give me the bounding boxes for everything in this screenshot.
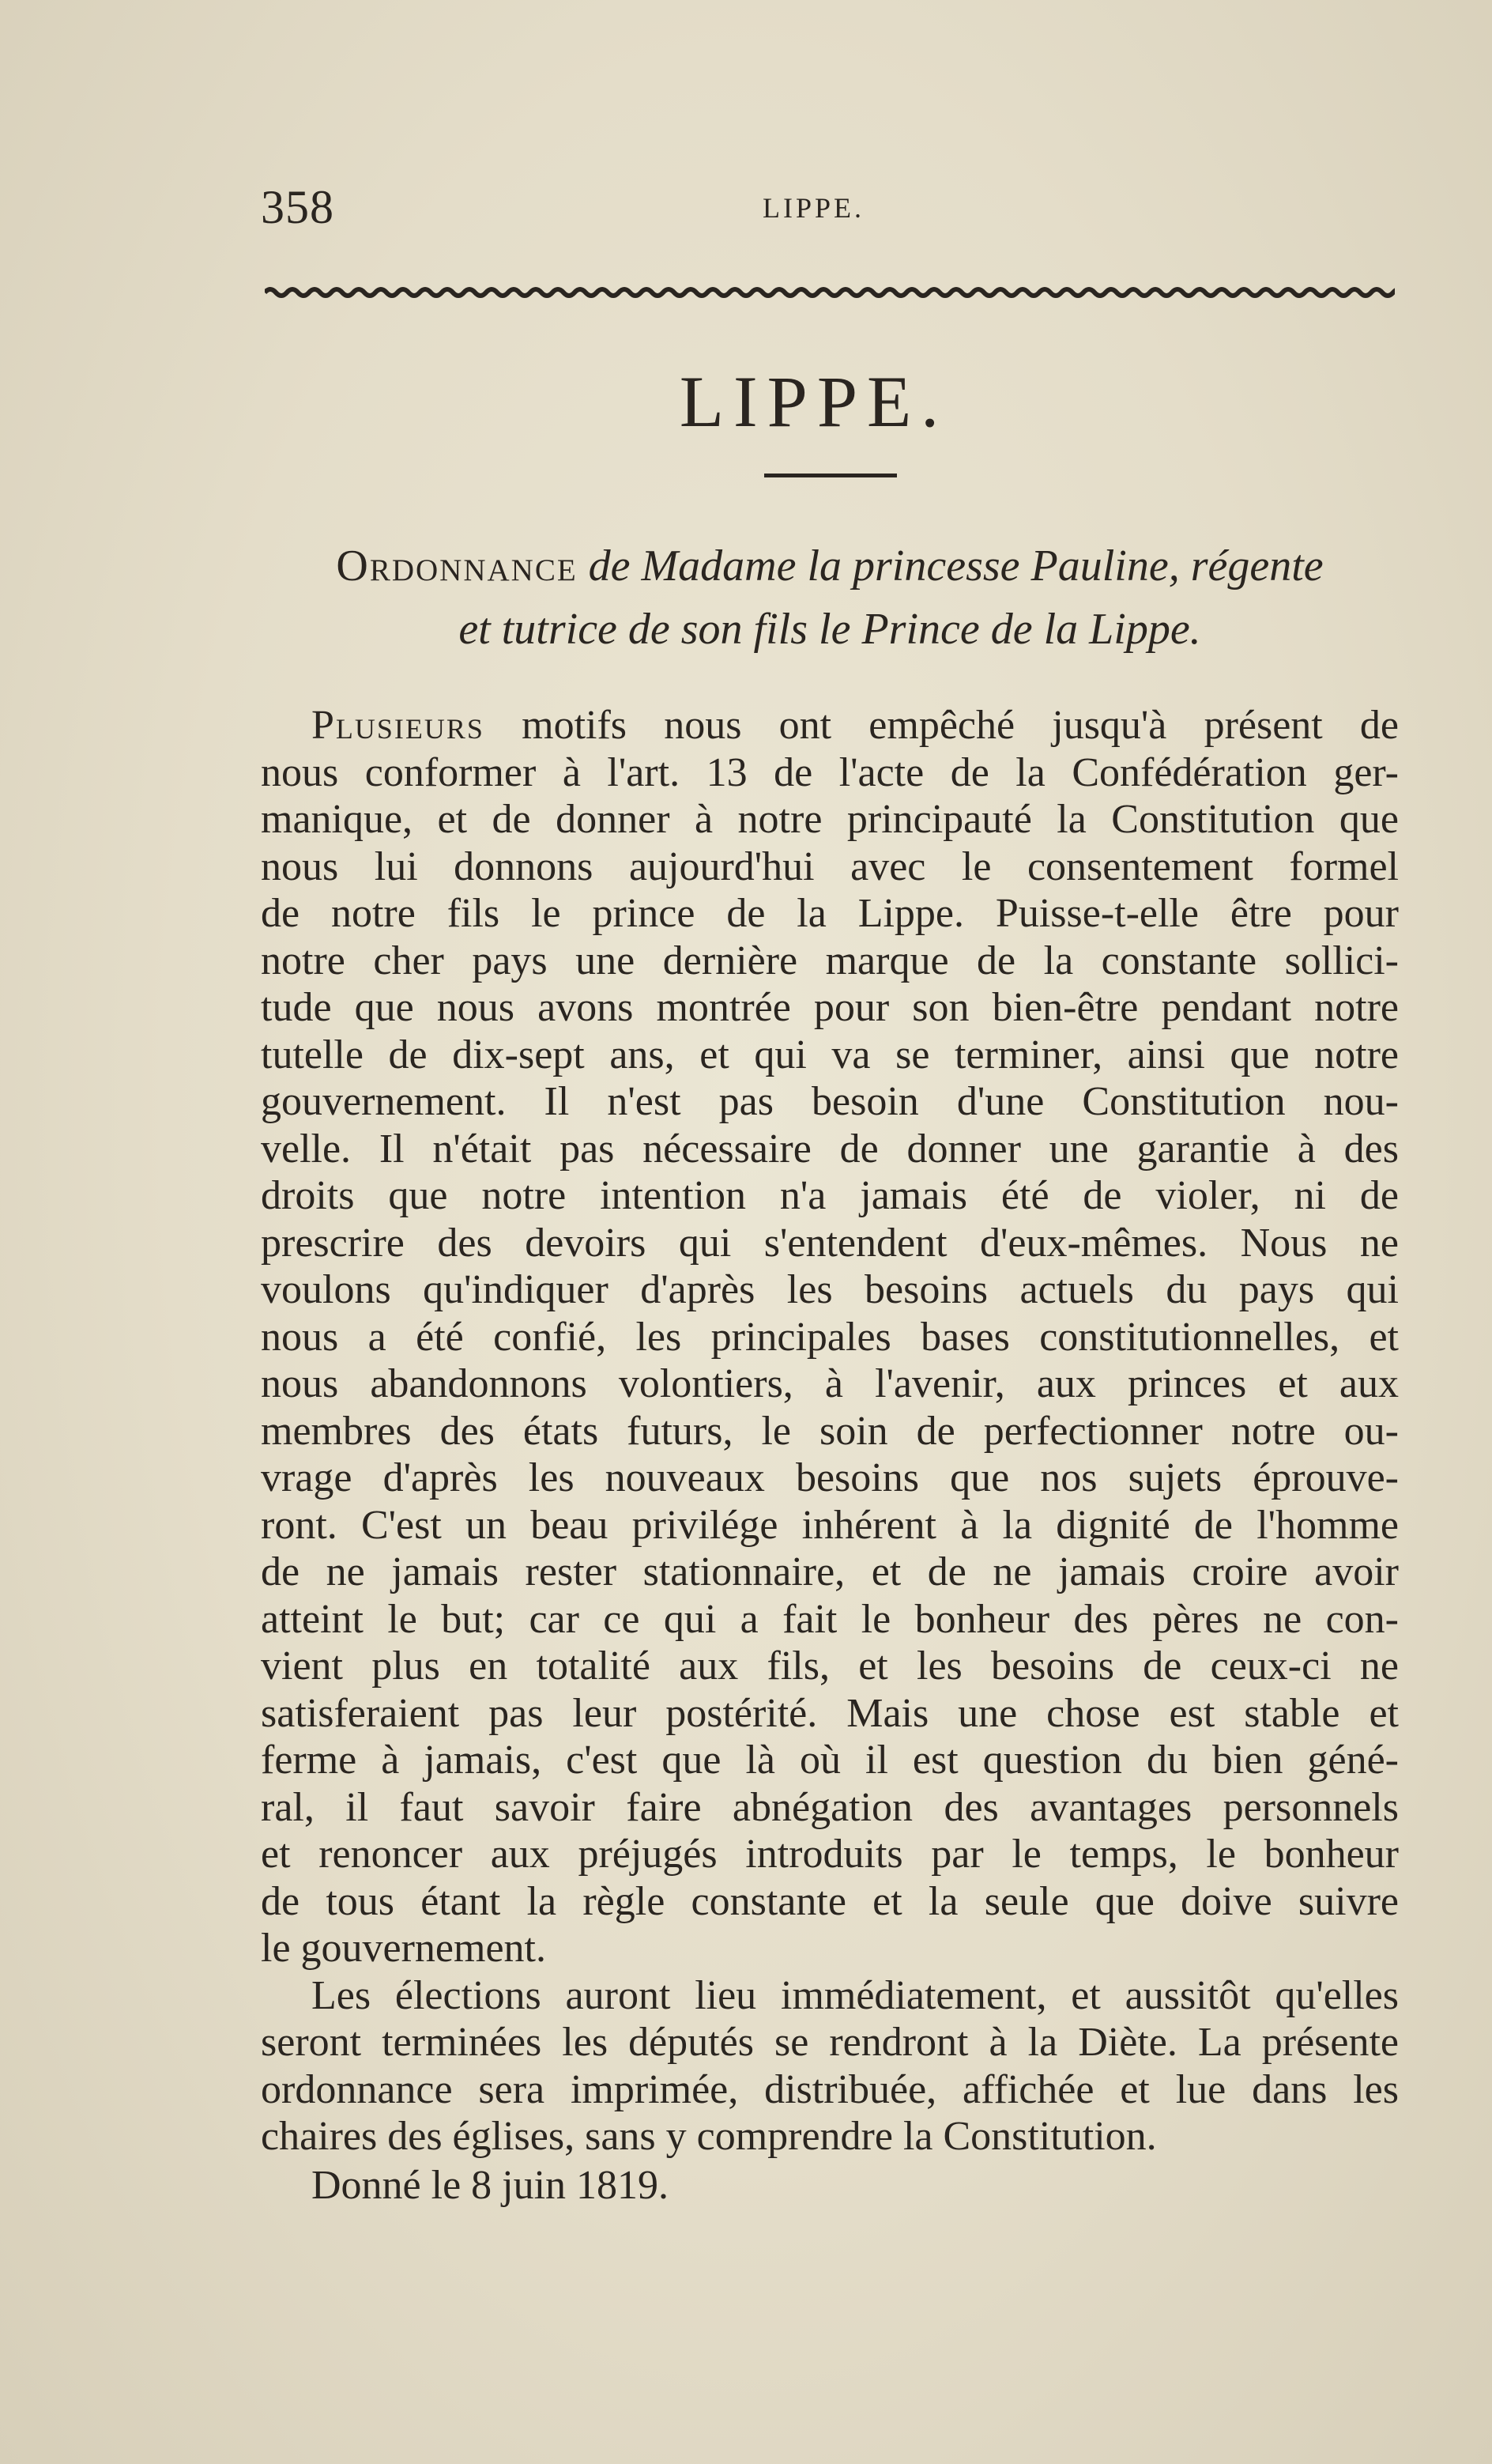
paragraph-1-line: de tous étant la règle constante et la seule que doive suivre	[261, 1878, 1399, 1924]
ordinance-heading-line-2: et tutrice de son fils le Prince de la Lippe.	[458, 605, 1201, 654]
page-number: 358	[261, 181, 334, 233]
paragraph-1-line: nous conformer à l'art. 13 de l'acte de la Confédération ger-	[261, 749, 1399, 795]
paragraph-1-line: manique, et de donner à notre principauté la Constitution que	[261, 797, 1399, 842]
paragraph-1-lines	[261, 749, 1399, 1972]
paragraph-1-line: nous abandonnons volontiers, à l'avenir, aux princes et aux	[261, 1361, 1399, 1406]
paragraph-1-first-line-rest: motifs nous ont empêché jusqu'à présent de	[484, 703, 1399, 748]
ordinance-heading-line-1-rest: de Madame la princesse Pauline, régente	[577, 541, 1324, 591]
ordinance-heading-line-1	[253, 534, 1407, 598]
paragraph-2-line: Les élections auront lieu immédiatement, et aussitôt qu'elles	[311, 1972, 1399, 2018]
paragraph-1-line: voulons qu'indiquer d'après les besoins actuels du pays qui	[261, 1267, 1399, 1312]
paragraph-1-line: droits que notre intention n'a jamais été de violer, ni de	[261, 1173, 1399, 1218]
paragraph-1-line: satisferaient pas leur postérité. Mais une chose est stable et	[261, 1690, 1399, 1736]
paragraph-1-line: nous a été confié, les principales bases constitutionnelles, et	[261, 1314, 1399, 1360]
paragraph-1-first-line	[261, 702, 1399, 749]
paragraph-2-line: seront terminées les députés se rendront à la Diète. La présente	[261, 2020, 1399, 2065]
paragraph-1-line: de ne jamais rester stationnaire, et de ne jamais croire avoir	[261, 1549, 1399, 1594]
paragraph-1-line: tude que nous avons montrée pour son bien-être pendant notre	[261, 985, 1399, 1030]
paragraph-1-line: ront. C'est un beau privilége inhérent à la dignité de l'homme	[261, 1502, 1399, 1548]
paragraph-1-line: vrage d'après les nouveaux besoins que nos sujets éprouve-	[261, 1455, 1399, 1500]
paragraph-2-line: ordonnance sera imprimée, distribuée, affichée et lue dans les	[261, 2066, 1399, 2112]
paragraph-1-line: ral, il faut savoir faire abnégation des avantages personnels	[261, 1784, 1399, 1830]
date-line: Donné le 8 juin 1819.	[311, 2163, 669, 2208]
paragraph-1-line: vient plus en totalité aux fils, et les besoins de ceux-ci ne	[261, 1643, 1399, 1689]
paragraph-1-line: prescrire des devoirs qui s'entendent d'eux-mêmes. Nous ne	[261, 1220, 1399, 1266]
decorative-wave-rule	[265, 277, 1395, 308]
ordinance-heading	[253, 534, 1407, 661]
paragraph-2	[261, 1972, 1399, 2160]
section-title: LIPPE.	[679, 361, 949, 442]
ordinance-heading-lead: Ordonnance	[336, 541, 578, 591]
paragraph-1-line: velle. Il n'était pas nécessaire de donner une garantie à des	[261, 1126, 1399, 1172]
paragraph-1-first-word: Plusieurs	[311, 703, 484, 748]
body-text	[261, 702, 1399, 2160]
title-rule	[764, 474, 897, 477]
paragraph-1	[261, 702, 1399, 1972]
paragraph-1-line: membres des états futurs, le soin de perfectionner notre ou-	[261, 1408, 1399, 1454]
paragraph-1-line: notre cher pays une dernière marque de la constante sollici-	[261, 938, 1399, 983]
paragraph-1-line: tutelle de dix-sept ans, et qui va se terminer, ainsi que notre	[261, 1032, 1399, 1077]
paragraph-2-line: chaires des églises, sans y comprendre la Constitution.	[261, 2114, 1157, 2159]
paragraph-1-line: le gouvernement.	[261, 1926, 546, 1971]
paragraph-1-line: atteint le but; car ce qui a fait le bonheur des pères ne con-	[261, 1596, 1399, 1642]
paragraph-1-line: et renoncer aux préjugés introduits par le temps, le bonheur	[261, 1832, 1399, 1877]
paragraph-1-line: nous lui donnons aujourd'hui avec le consentement formel	[261, 843, 1399, 889]
page-header	[261, 180, 1399, 243]
paragraph-1-line: de notre fils le prince de la Lippe. Puisse-t-elle être pour	[261, 891, 1399, 936]
paragraph-1-line: ferme à jamais, c'est que là où il est question du bien géné-	[261, 1738, 1399, 1783]
running-head: LIPPE.	[763, 192, 865, 224]
paragraph-1-line: gouvernement. Il n'est pas besoin d'une Constitution nou-	[261, 1079, 1399, 1124]
